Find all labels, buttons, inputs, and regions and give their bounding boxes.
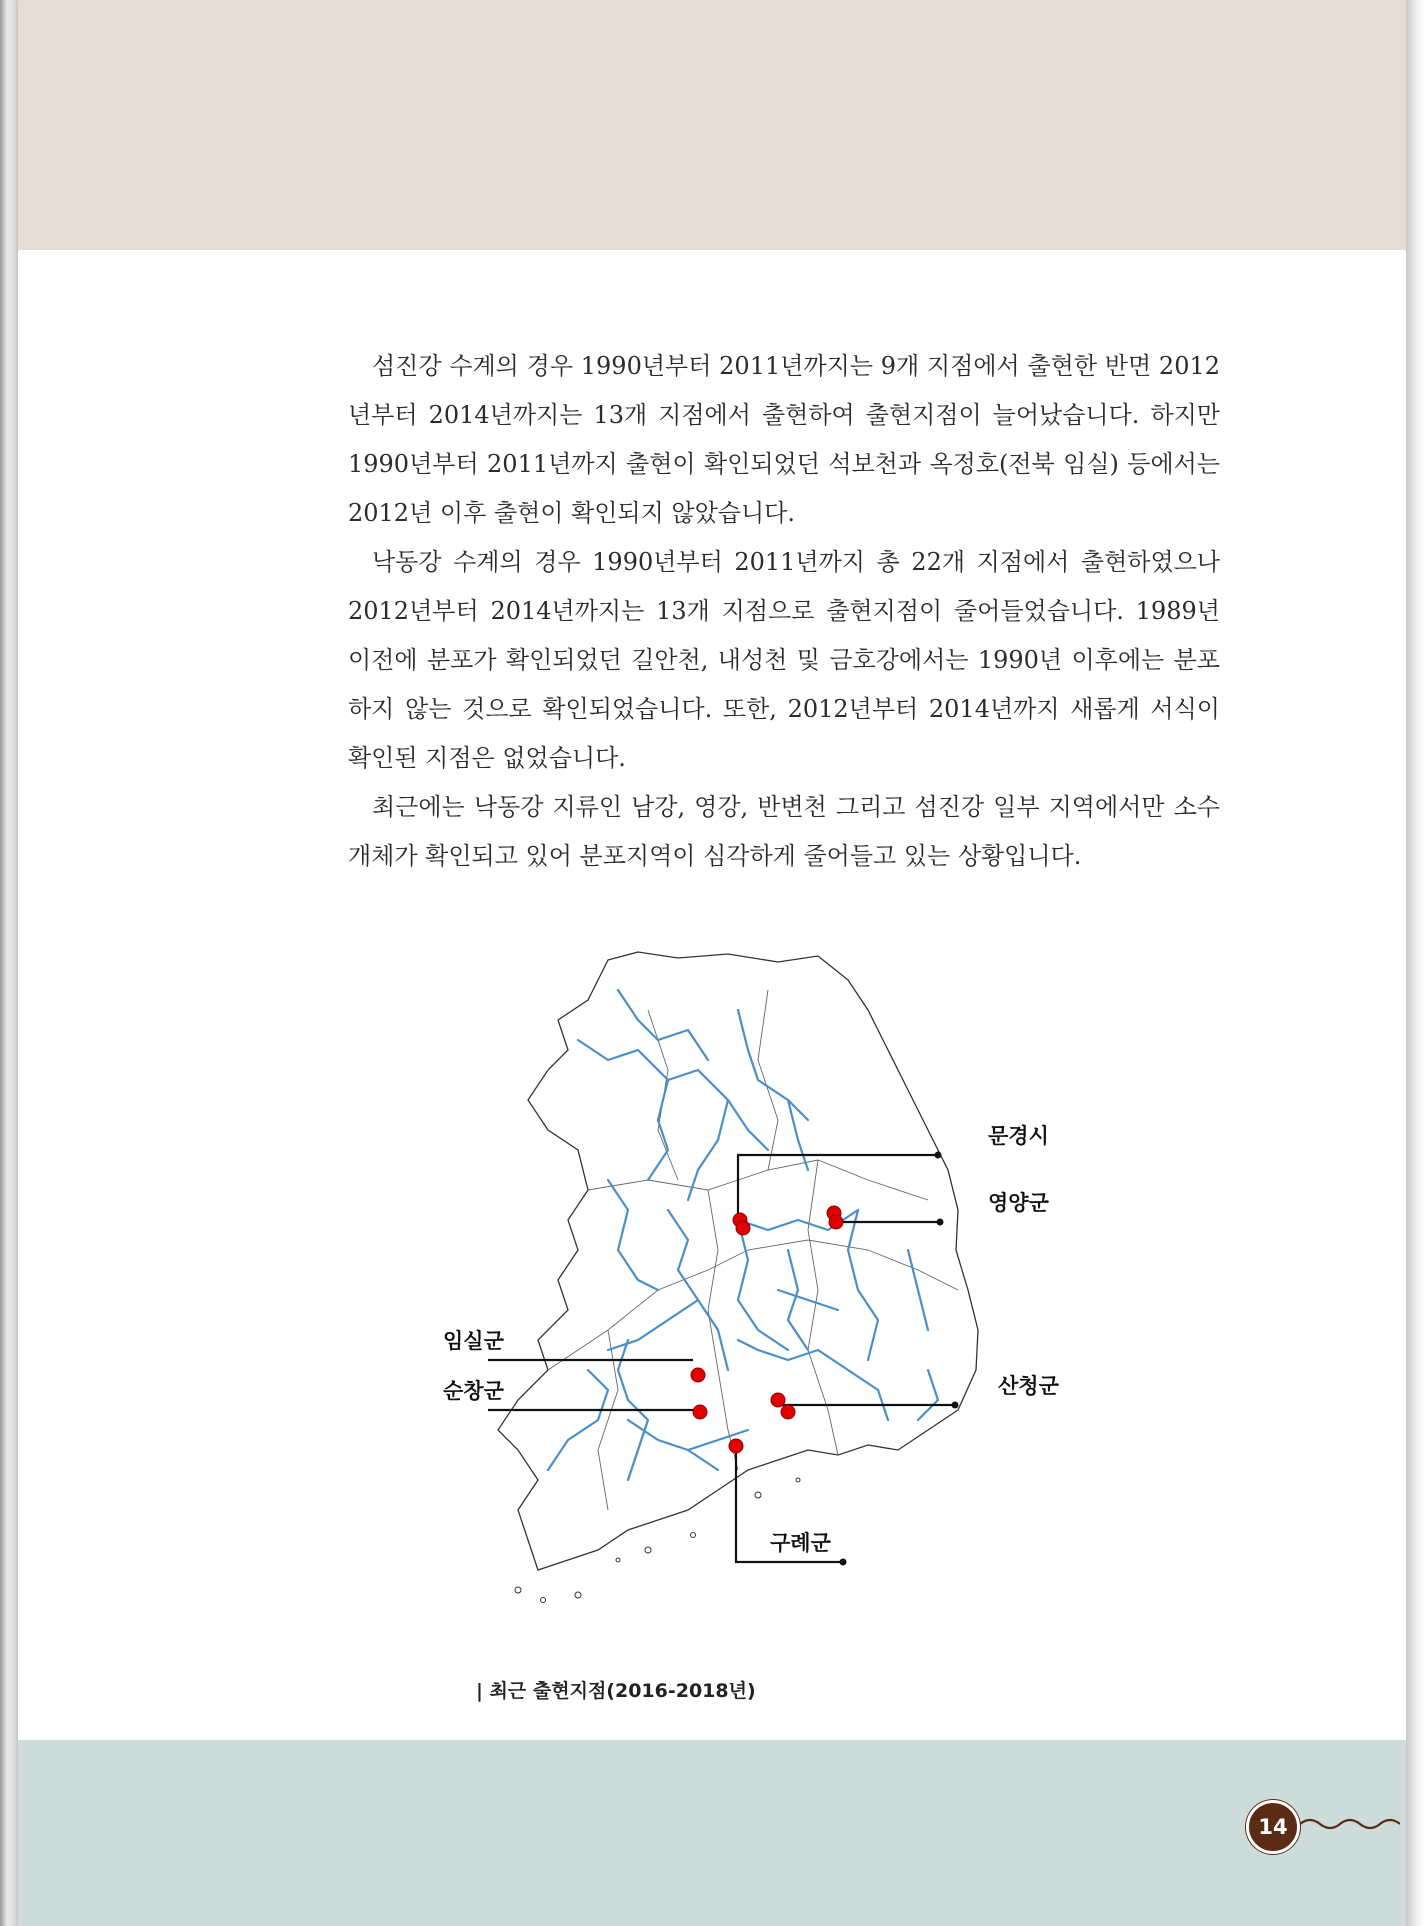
- island: [515, 1587, 521, 1593]
- map-boundary: [588, 1160, 928, 1200]
- island: [691, 1533, 696, 1538]
- marker-sancheong-2: [781, 1405, 795, 1419]
- leader-dot: [935, 1152, 942, 1159]
- river: [608, 1180, 658, 1290]
- leader-dot: [937, 1219, 944, 1226]
- island: [755, 1492, 761, 1498]
- body-text: [348, 342, 1220, 881]
- paragraph-nakdong: 낙동강 수계의 경우 1990년부터 2011년까지 총 22개 지점에서 출현하였으나 2012년부터 2014년까지는 13개 지점으로 출현지점이 줄어들었습니다. 1989년 이전에 분포가 확인되었던 길안천, 내성천 및 금호강에서는 1990년 이후에는 분포하지 않는 것으로 확인되었습니다. 또한, 2012년부터 2014년까지 새롭게 서식이 확인된 지점은 없었습니다.: [348, 548, 1220, 772]
- map-boundary: [708, 1190, 738, 1470]
- river: [778, 1290, 838, 1310]
- river: [738, 1010, 808, 1120]
- marker-sancheong-1: [771, 1393, 785, 1407]
- label-yeongyang: 영양군: [988, 1191, 1049, 1215]
- river: [908, 1250, 928, 1330]
- river: [618, 990, 708, 1060]
- leader-dot: [952, 1402, 959, 1409]
- occurrence-markers: [691, 1206, 843, 1453]
- marker-imsil: [691, 1368, 705, 1382]
- leader-lines: [488, 1155, 955, 1562]
- marker-mungyeong-2: [736, 1221, 750, 1235]
- marker-yeongyang-2: [829, 1215, 843, 1229]
- label-sunchang: 순창군: [443, 1379, 504, 1403]
- document-page: [18, 0, 1406, 1926]
- page-left-edge: [0, 0, 18, 1926]
- map-caption: | 최근 출현지점(2016-2018년): [476, 1680, 756, 1702]
- label-imsil: 임실군: [443, 1329, 504, 1353]
- paragraph-recent: 최근에는 낙동강 지류인 남강, 영강, 반변천 그리고 섬진강 일부 지역에서만 소수 개체가 확인되고 있어 분포지역이 심각하게 줄어들고 있는 상황입니다.: [348, 793, 1220, 870]
- bottom-footer-band: [18, 1740, 1406, 1926]
- label-gurye: 구례군: [770, 1531, 831, 1555]
- marker-gurye: [729, 1439, 743, 1453]
- river: [608, 1300, 698, 1350]
- island: [796, 1478, 800, 1482]
- top-header-band: [18, 0, 1406, 250]
- distribution-map: [443, 950, 1088, 1630]
- river: [578, 1040, 768, 1150]
- river: [738, 1340, 888, 1420]
- island: [575, 1592, 581, 1598]
- map-outline: [498, 952, 978, 1570]
- page-right-edge: [1406, 0, 1425, 1926]
- island: [541, 1598, 546, 1603]
- paragraph-seomjin: 섬진강 수계의 경우 1990년부터 2011년까지는 9개 지점에서 출현한 반면 2012년부터 2014년까지는 13개 지점에서 출현하여 출현지점이 늘어났습니다. 하지만 1990년부터 2011년까지 출현이 확인되었던 석보천과 옥정호(전북 임실) 등에서는 2012년 이후 출현이 확인되지 않았습니다.: [348, 352, 1220, 527]
- label-sancheong: 산청군: [998, 1374, 1059, 1398]
- river: [918, 1370, 938, 1420]
- label-mungyeong: 문경시: [988, 1124, 1049, 1148]
- river: [668, 1210, 728, 1370]
- river: [738, 1220, 788, 1350]
- island: [645, 1547, 651, 1553]
- map-boundary: [598, 1330, 618, 1510]
- leader-dot: [840, 1559, 847, 1566]
- page-number-badge: 14: [1246, 1800, 1300, 1854]
- river: [848, 1210, 878, 1360]
- wave-decoration-icon: [1300, 1812, 1400, 1836]
- island: [616, 1558, 620, 1562]
- marker-sunchang: [693, 1405, 707, 1419]
